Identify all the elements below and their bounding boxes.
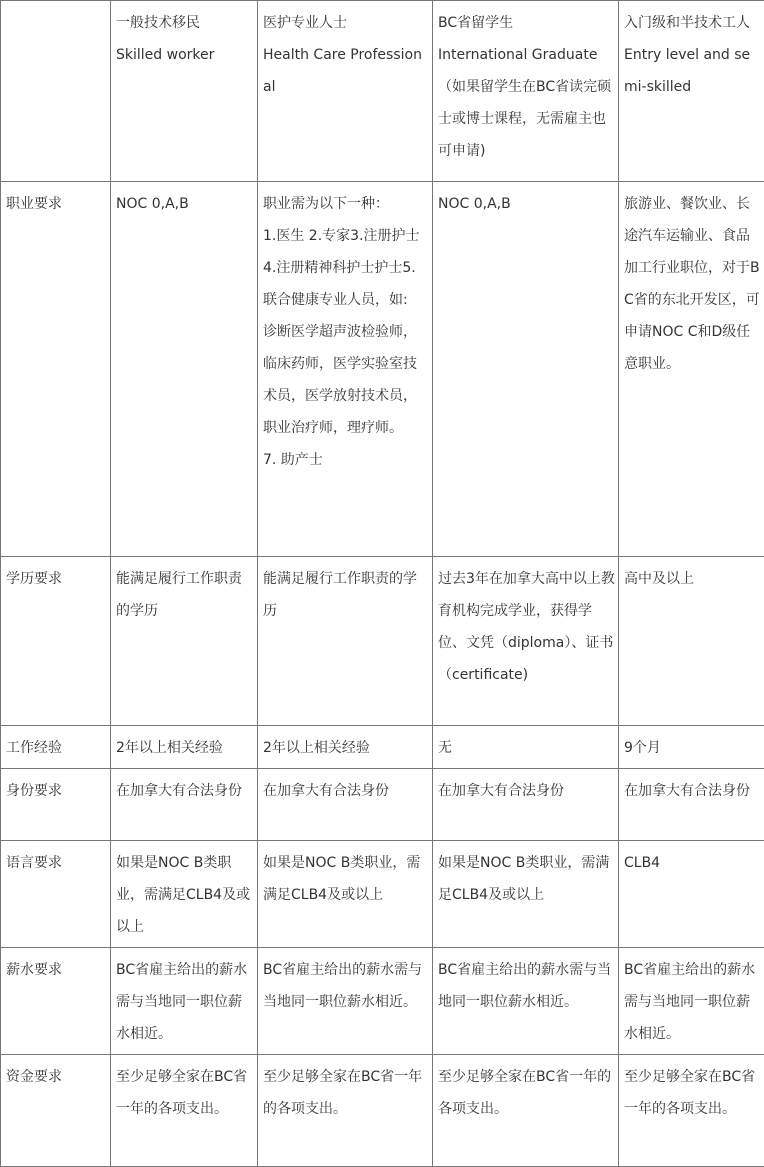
cell-international-graduate <box>433 948 619 1055</box>
cell-text: 在加拿大有合法身份 <box>438 775 615 807</box>
cell-health-care <box>258 769 433 841</box>
cell-skilled-worker <box>111 726 258 769</box>
cell-skilled-worker <box>111 841 258 948</box>
cell-text: BC省雇主给出的薪水需与当地同一职位薪水相近。 <box>438 954 615 1018</box>
header-title-zh: 入门级和半技术工人 <box>624 7 761 39</box>
cell-skilled-worker <box>111 948 258 1055</box>
cell-health-care <box>258 841 433 948</box>
cell-entry-level <box>619 182 764 557</box>
row-funds-requirement <box>1 1055 764 1167</box>
row-label: 职业要求 <box>1 182 111 557</box>
header-international-graduate <box>433 1 619 182</box>
header-title-zh: 医护专业人士 <box>263 7 429 39</box>
header-entry-level <box>619 1 764 182</box>
cell-international-graduate <box>433 769 619 841</box>
cell-text: NOC 0,A,B <box>438 188 615 220</box>
cell-international-graduate <box>433 726 619 769</box>
header-skilled-worker <box>111 1 258 182</box>
cell-text: 诊断医学超声波检验师，临床药师，医学实验室技术员，医学放射技术员，职业治疗师，理疗师。 <box>263 316 429 444</box>
cell-international-graduate <box>433 841 619 948</box>
row-status-requirement <box>1 769 764 841</box>
cell-skilled-worker <box>111 769 258 841</box>
cell-text: 2年以上相关经验 <box>116 732 254 764</box>
row-label: 学历要求 <box>1 557 111 726</box>
cell-text: NOC 0,A,B <box>116 188 254 220</box>
cell-text: 至少足够全家在BC省一年的各项支出。 <box>263 1061 429 1125</box>
cell-text: 如果是NOC B类职业，需满足CLB4及或以上 <box>438 847 615 911</box>
cell-entry-level <box>619 948 764 1055</box>
cell-text: 无 <box>438 732 615 764</box>
cell-skilled-worker <box>111 182 258 557</box>
row-education-requirement <box>1 557 764 726</box>
header-title-en: Health Care Professional <box>263 39 429 103</box>
cell-text: 至少足够全家在BC省一年的各项支出。 <box>116 1061 254 1125</box>
header-title-zh: 一般技术移民 <box>116 7 254 39</box>
cell-text: 高中及以上 <box>624 563 761 595</box>
row-salary-requirement <box>1 948 764 1055</box>
header-row <box>1 1 764 182</box>
cell-text: 过去3年在加拿大高中以上教育机构完成学业，获得学位、文凭（diploma）、证书（certificate) <box>438 563 615 691</box>
cell-text: 在加拿大有合法身份 <box>116 775 254 807</box>
cell-health-care <box>258 948 433 1055</box>
cell-text: 9个月 <box>624 732 761 764</box>
header-title-en: International Graduate <box>438 39 615 71</box>
header-title-en: Skilled worker <box>116 39 254 71</box>
cell-skilled-worker <box>111 557 258 726</box>
row-occupation-requirement <box>1 182 764 557</box>
cell-international-graduate <box>433 1055 619 1167</box>
header-title-zh: BC省留学生 <box>438 7 615 39</box>
cell-health-care <box>258 1055 433 1167</box>
header-corner-cell <box>1 1 111 182</box>
cell-health-care <box>258 726 433 769</box>
cell-text: 至少足够全家在BC省一年的各项支出。 <box>624 1061 761 1125</box>
row-work-experience <box>1 726 764 769</box>
cell-text: 在加拿大有合法身份 <box>263 775 429 807</box>
cell-text: 在加拿大有合法身份 <box>624 775 761 807</box>
cell-text: BC省雇主给出的薪水需与当地同一职位薪水相近。 <box>263 954 429 1018</box>
cell-entry-level <box>619 769 764 841</box>
cell-text: BC省雇主给出的薪水需与当地同一职位薪水相近。 <box>624 954 761 1050</box>
cell-entry-level <box>619 1055 764 1167</box>
row-label: 语言要求 <box>1 841 111 948</box>
header-health-care <box>258 1 433 182</box>
row-label: 身份要求 <box>1 769 111 841</box>
header-title-en: Entry level and semi-skilled <box>624 39 761 103</box>
cell-international-graduate <box>433 182 619 557</box>
cell-text: 1.医生 2.专家3.注册护士4.注册精神科护士护士5.联合健康专业人员，如: <box>263 220 429 316</box>
row-language-requirement <box>1 841 764 948</box>
cell-health-care <box>258 182 433 557</box>
cell-entry-level <box>619 726 764 769</box>
cell-text: 能满足履行工作职责的学历 <box>116 563 254 627</box>
cell-text: 2年以上相关经验 <box>263 732 429 764</box>
cell-text: 7. 助产士 <box>263 444 429 476</box>
row-label: 工作经验 <box>1 726 111 769</box>
cell-text: BC省雇主给出的薪水需与当地同一职位薪水相近。 <box>116 954 254 1050</box>
cell-entry-level <box>619 841 764 948</box>
cell-text: 至少足够全家在BC省一年的各项支出。 <box>438 1061 615 1125</box>
cell-entry-level <box>619 557 764 726</box>
row-label: 资金要求 <box>1 1055 111 1167</box>
cell-text: 能满足履行工作职责的学历 <box>263 563 429 627</box>
cell-international-graduate <box>433 557 619 726</box>
cell-text: 旅游业、餐饮业、长途汽车运输业、食品加工行业职位，对于BC省的东北开发区，可申请NOC C和D级任意职业。 <box>624 188 761 380</box>
cell-text: 职业需为以下一种： <box>263 188 429 220</box>
cell-text: 如果是NOC B类职业，需满足CLB4及或以上 <box>263 847 429 911</box>
header-note: （如果留学生在BC省读完硕士或博士课程，无需雇主也可申请) <box>438 71 615 167</box>
cell-health-care <box>258 557 433 726</box>
cell-text: 如果是NOC B类职业，需满足CLB4及或以上 <box>116 847 254 943</box>
row-label: 薪水要求 <box>1 948 111 1055</box>
cell-skilled-worker <box>111 1055 258 1167</box>
cell-text: CLB4 <box>624 847 761 879</box>
